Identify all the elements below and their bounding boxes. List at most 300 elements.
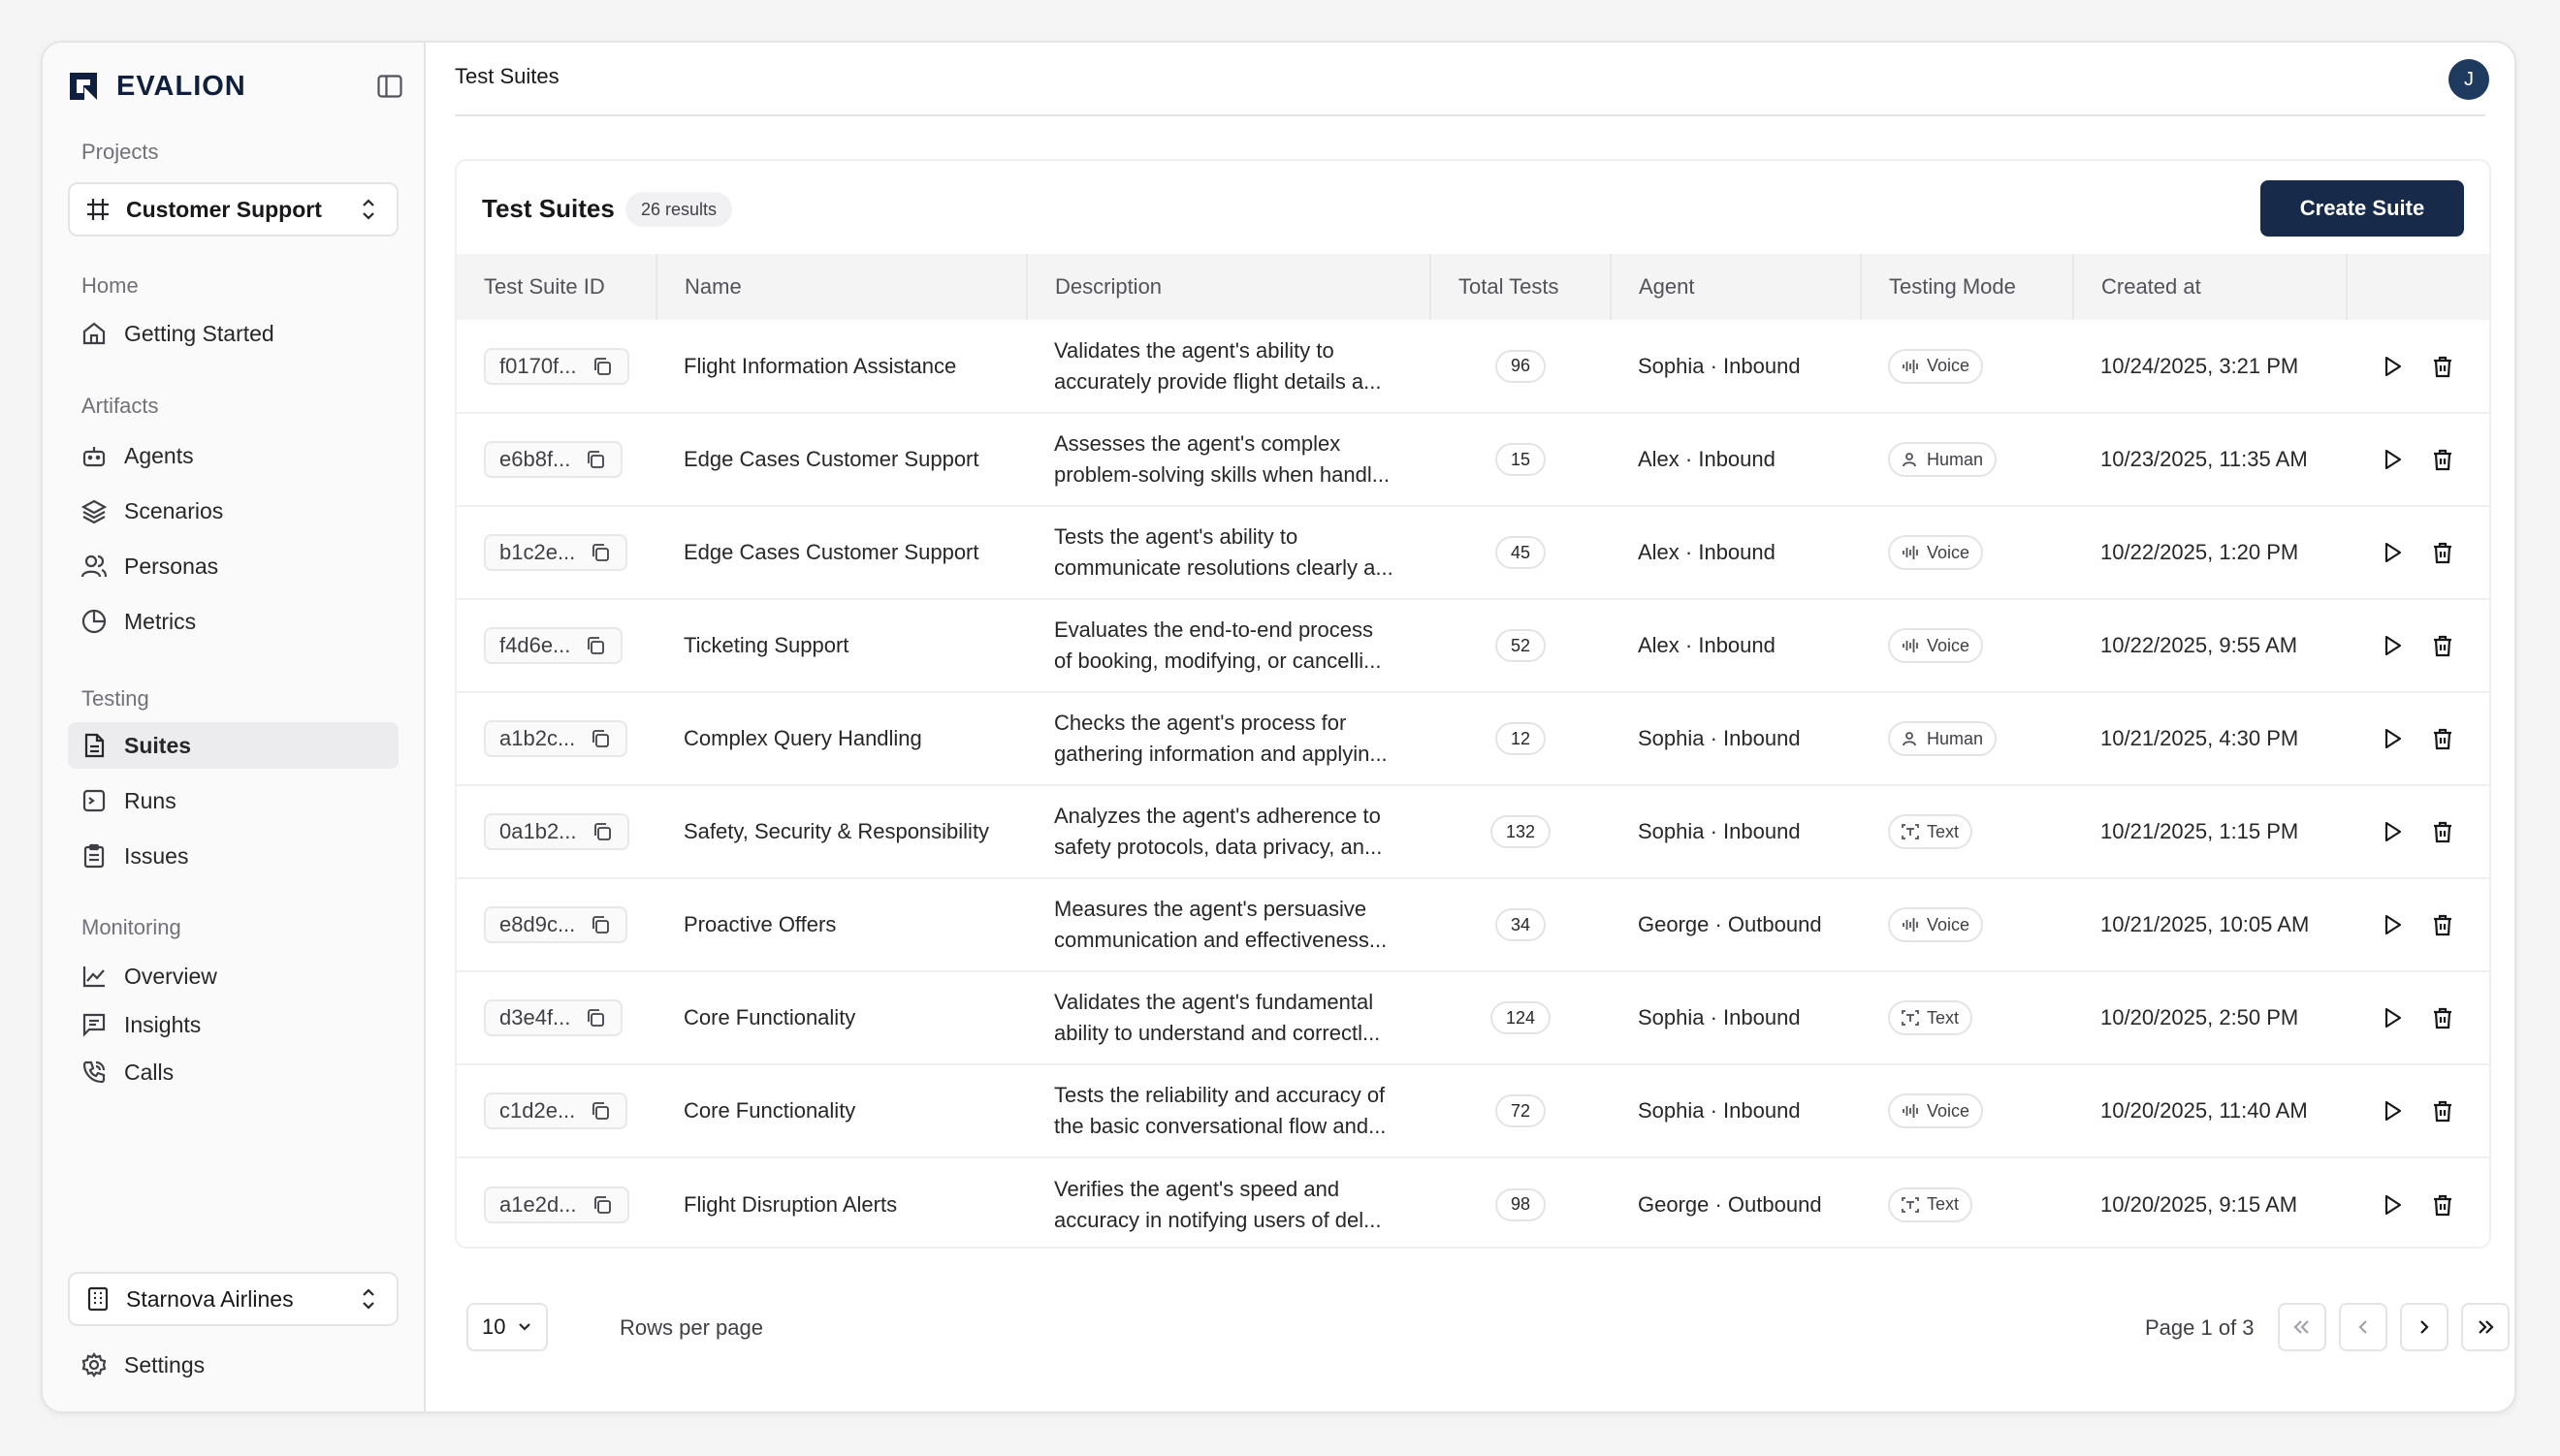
suite-id-chip[interactable] <box>484 1092 627 1129</box>
previous-page-button[interactable] <box>2339 1303 2387 1351</box>
sidebar-item-suites[interactable] <box>68 722 399 769</box>
project-name: Customer Support <box>126 196 322 222</box>
testing-mode-badge <box>1888 721 1997 756</box>
suite-name: Complex Query Handling <box>684 726 922 750</box>
clipboard-list-icon <box>81 842 109 870</box>
sidebar-item-insights[interactable] <box>68 1001 399 1048</box>
play-icon[interactable] <box>2380 540 2405 565</box>
cell-total-tests <box>1430 413 1611 506</box>
column-header-agent[interactable]: Agent <box>1611 254 1861 320</box>
created-at: 10/21/2025, 1:15 PM <box>2100 819 2299 843</box>
line-chart-icon <box>81 963 109 990</box>
create-suite-button[interactable]: Create Suite <box>2260 180 2464 237</box>
table-header-row <box>457 254 2491 320</box>
cell-id <box>457 785 656 878</box>
chevron-left-icon <box>2356 1318 2370 1336</box>
description-line: Verifies the agent's speed and <box>1054 1176 1340 1201</box>
cell-total-tests <box>1430 785 1611 878</box>
trash-icon[interactable] <box>2430 447 2455 472</box>
brand-name: EVALION <box>116 70 246 102</box>
suite-id-chip[interactable] <box>484 813 629 850</box>
trash-icon[interactable] <box>2430 354 2455 379</box>
agent-name: Sophia · Inbound <box>1638 1098 1801 1123</box>
testing-mode-badge <box>1888 442 1997 477</box>
cell-total-tests <box>1430 878 1611 971</box>
suite-id: f4d6e... <box>499 633 571 657</box>
main-content <box>426 43 2514 1411</box>
users-icon <box>81 553 109 580</box>
column-header-name[interactable]: Name <box>656 254 1027 320</box>
rows-per-page-value: 10 <box>482 1314 506 1339</box>
hash-icon <box>85 196 112 223</box>
total-tests-pill: 124 <box>1490 1001 1551 1034</box>
sidebar-item-issues[interactable] <box>68 833 399 879</box>
total-tests-pill: 98 <box>1495 1188 1546 1221</box>
first-page-button[interactable] <box>2278 1303 2326 1351</box>
suite-name: Proactive Offers <box>684 912 837 936</box>
testing-mode-label: Text <box>1927 821 1960 841</box>
testing-mode-badge <box>1888 1187 1972 1222</box>
chevrons-up-down-icon <box>360 196 381 223</box>
cell-testing-mode <box>1861 878 2073 971</box>
copy-icon[interactable] <box>586 635 607 656</box>
cell-total-tests <box>1430 1157 1611 1249</box>
cell-total-tests <box>1430 692 1611 785</box>
table-row[interactable] <box>457 320 2491 413</box>
trash-icon[interactable] <box>2430 1098 2455 1124</box>
table-row[interactable] <box>457 971 2491 1064</box>
play-icon[interactable] <box>2380 447 2405 472</box>
sidebar-item-runs[interactable] <box>68 777 399 824</box>
copy-icon[interactable] <box>592 1194 614 1216</box>
cell-description <box>1027 785 1430 878</box>
testing-mode-badge <box>1888 535 1983 570</box>
suite-name: Flight Information Assistance <box>684 353 957 378</box>
trash-icon[interactable] <box>2430 912 2455 937</box>
testing-mode-badge <box>1888 349 1983 384</box>
sidebar <box>43 43 426 1411</box>
table-row[interactable] <box>457 878 2491 971</box>
sidebar-item-getting-started[interactable] <box>68 310 399 357</box>
description-line: problem-solving skills when handl... <box>1054 462 1391 487</box>
table-row[interactable] <box>457 413 2491 506</box>
sidebar-toggle-icon[interactable] <box>374 71 405 102</box>
cell-actions <box>2347 320 2491 413</box>
row-actions <box>2374 354 2491 379</box>
row-actions <box>2374 912 2491 937</box>
suite-id: a1b2c... <box>499 726 576 750</box>
description-line: Tests the reliability and accuracy of <box>1054 1083 1386 1107</box>
description-line: Validates the agent's ability to <box>1054 337 1334 363</box>
cell-id <box>457 1157 656 1249</box>
created-at: 10/21/2025, 10:05 AM <box>2100 912 2310 936</box>
testing-mode-label: Voice <box>1927 635 1970 655</box>
copy-icon[interactable] <box>591 542 612 563</box>
suite-name: Edge Cases Customer Support <box>684 540 979 564</box>
rows-per-page-label: Rows per page <box>620 1315 763 1340</box>
suite-id: c1d2e... <box>499 1098 576 1123</box>
suite-id: e6b8f... <box>499 447 571 471</box>
suite-description <box>1054 522 1423 584</box>
bot-icon <box>81 442 109 469</box>
suite-description <box>1054 987 1423 1049</box>
cell-actions <box>2347 692 2491 785</box>
organization-name: Starnova Airlines <box>126 1285 294 1312</box>
cell-id <box>457 413 656 506</box>
suite-description <box>1054 615 1423 677</box>
testing-mode-label: Voice <box>1927 1100 1970 1121</box>
cell-id <box>457 971 656 1064</box>
cell-description <box>1027 878 1430 971</box>
trash-icon[interactable] <box>2430 1192 2455 1218</box>
created-at: 10/20/2025, 9:15 AM <box>2100 1191 2298 1217</box>
trash-icon[interactable] <box>2430 540 2455 565</box>
trash-icon[interactable] <box>2430 726 2455 751</box>
trash-icon[interactable] <box>2430 633 2455 658</box>
copy-icon[interactable] <box>591 1100 612 1122</box>
description-line: Validates the agent's fundamental <box>1054 990 1374 1014</box>
audio-lines-icon <box>1902 543 1921 562</box>
sidebar-item-label: Getting Started <box>124 320 274 346</box>
play-icon[interactable] <box>2380 1098 2405 1124</box>
cell-id <box>457 506 656 599</box>
user-icon <box>1902 450 1921 469</box>
suite-id: d3e4f... <box>499 1005 571 1029</box>
suite-name: Core Functionality <box>684 1005 856 1029</box>
suite-id-chip[interactable] <box>484 999 623 1036</box>
cell-total-tests <box>1430 971 1611 1064</box>
testing-mode-badge <box>1888 907 1983 942</box>
text-scan-icon <box>1902 822 1921 841</box>
trash-icon[interactable] <box>2430 1005 2455 1030</box>
description-line: gathering information and applyin... <box>1054 742 1388 766</box>
table-row[interactable] <box>457 1064 2491 1157</box>
suite-id-chip[interactable] <box>484 906 627 943</box>
divider <box>455 114 2485 116</box>
agent-name: Sophia · Inbound <box>1638 1005 1801 1029</box>
cell-testing-mode <box>1861 506 2073 599</box>
sidebar-item-personas[interactable] <box>68 543 399 589</box>
gear-icon <box>81 1351 109 1378</box>
description-line: communicate resolutions clearly a... <box>1054 555 1393 580</box>
cell-testing-mode <box>1861 692 2073 785</box>
sidebar-item-metrics[interactable] <box>68 598 399 645</box>
chevron-down-icon <box>517 1321 532 1333</box>
sidebar-item-label: Overview <box>124 963 217 989</box>
row-actions <box>2374 1005 2491 1030</box>
text-scan-icon <box>1902 1008 1921 1028</box>
file-text-icon <box>81 732 109 759</box>
testing-mode-label: Text <box>1927 1007 1960 1028</box>
column-header-total-tests[interactable]: Total Tests <box>1430 254 1611 320</box>
row-actions <box>2374 726 2491 751</box>
sidebar-item-scenarios[interactable] <box>68 488 399 534</box>
test-suites-table <box>457 254 2491 1249</box>
suite-id: b1c2e... <box>499 540 576 564</box>
description-line: Evaluates the end-to-end process <box>1054 617 1373 642</box>
sidebar-item-label: Suites <box>124 732 192 758</box>
testing-mode-label: Human <box>1927 728 1984 748</box>
table-row[interactable] <box>457 599 2491 692</box>
table-row[interactable] <box>457 506 2491 599</box>
total-tests-pill: 15 <box>1495 443 1546 476</box>
description-line: Tests the agent's ability to <box>1054 524 1298 549</box>
column-header-actions <box>2347 254 2491 320</box>
play-icon[interactable] <box>2380 633 2405 658</box>
artifacts-label: Artifacts <box>81 394 159 418</box>
cell-testing-mode <box>1861 971 2073 1064</box>
description-line: ability to understand and correctl... <box>1054 1021 1381 1045</box>
suite-id: a1e2d... <box>499 1191 577 1217</box>
suite-name: Edge Cases Customer Support <box>684 447 979 471</box>
suite-id: 0a1b2... <box>499 819 577 843</box>
cell-actions <box>2347 1157 2491 1249</box>
sidebar-item-label: Agents <box>124 442 194 468</box>
sidebar-item-settings[interactable] <box>68 1342 399 1388</box>
agent-name: Alex · Inbound <box>1638 447 1776 471</box>
description-line: Checks the agent's process for <box>1054 711 1347 735</box>
cell-testing-mode <box>1861 1157 2073 1249</box>
pie-chart-icon <box>81 608 109 635</box>
description-line: accurately provide flight details a... <box>1054 368 1382 394</box>
copy-icon[interactable] <box>592 356 614 377</box>
text-scan-icon <box>1902 1195 1921 1215</box>
cell-testing-mode <box>1861 413 2073 506</box>
total-tests-pill: 45 <box>1495 536 1546 569</box>
testing-mode-label: Human <box>1927 449 1984 469</box>
cell-description <box>1027 971 1430 1064</box>
monitoring-label: Monitoring <box>81 915 181 939</box>
suite-description <box>1054 894 1423 956</box>
audio-lines-icon <box>1902 636 1921 655</box>
testing-label: Testing <box>81 686 149 711</box>
chevron-right-icon <box>2417 1318 2431 1336</box>
play-icon[interactable] <box>2380 912 2405 937</box>
table-row[interactable] <box>457 785 2491 878</box>
sidebar-item-overview[interactable] <box>68 953 399 999</box>
building-icon <box>85 1285 112 1313</box>
sidebar-item-label: Runs <box>124 787 176 813</box>
suite-description <box>1054 335 1423 397</box>
chevrons-up-down-icon <box>360 1285 381 1313</box>
column-header-id[interactable]: Test Suite ID <box>457 254 656 320</box>
testing-mode-badge <box>1888 628 1983 663</box>
avatar[interactable]: J <box>2448 59 2489 100</box>
row-actions <box>2374 1192 2491 1218</box>
breadcrumb: Test Suites <box>455 64 560 88</box>
brand-logo[interactable] <box>68 67 405 106</box>
phone-call-icon <box>81 1059 109 1086</box>
description-line: Measures the agent's persuasive <box>1054 897 1367 921</box>
audio-lines-icon <box>1902 357 1921 376</box>
description-line: the basic conversational flow and... <box>1054 1114 1387 1138</box>
copy-icon[interactable] <box>592 821 614 842</box>
suite-description <box>1054 428 1423 491</box>
suite-id-chip[interactable] <box>484 348 629 385</box>
cell-actions <box>2347 1064 2491 1157</box>
total-tests-pill: 12 <box>1495 722 1546 755</box>
suite-description <box>1054 801 1423 863</box>
copy-icon[interactable] <box>586 1007 607 1029</box>
cell-total-tests <box>1430 599 1611 692</box>
description-line: of booking, modifying, or cancelli... <box>1054 649 1382 673</box>
rows-per-page-select[interactable] <box>466 1303 548 1351</box>
created-at: 10/20/2025, 2:50 PM <box>2100 1005 2299 1029</box>
play-icon[interactable] <box>2380 354 2405 379</box>
created-at: 10/21/2025, 4:30 PM <box>2100 726 2299 750</box>
testing-mode-badge <box>1888 814 1972 849</box>
description-line: Assesses the agent's complex <box>1054 431 1341 456</box>
testing-mode-label: Voice <box>1927 914 1970 934</box>
description-line: safety protocols, data privacy, an... <box>1054 835 1383 859</box>
cell-description <box>1027 320 1430 413</box>
suite-id-chip[interactable] <box>484 627 623 664</box>
top-bar <box>426 43 2514 116</box>
total-tests-pill: 132 <box>1490 815 1551 848</box>
next-page-button[interactable] <box>2400 1303 2448 1351</box>
suite-id-chip[interactable] <box>484 534 627 571</box>
sidebar-item-agents[interactable] <box>68 432 399 479</box>
copy-icon[interactable] <box>591 728 612 749</box>
results-count-badge: 26 results <box>625 192 732 227</box>
agent-name: George · Outbound <box>1638 912 1822 936</box>
total-tests-pill: 72 <box>1495 1094 1546 1127</box>
chevrons-left-icon <box>2291 1318 2313 1336</box>
description-line: communication and effectiveness... <box>1054 928 1388 952</box>
audio-lines-icon <box>1902 915 1921 934</box>
cell-testing-mode <box>1861 599 2073 692</box>
play-icon[interactable] <box>2380 819 2405 844</box>
row-actions <box>2374 633 2491 658</box>
created-at: 10/24/2025, 3:21 PM <box>2100 353 2299 378</box>
table-row[interactable] <box>457 1157 2491 1249</box>
cell-total-tests <box>1430 506 1611 599</box>
cell-description <box>1027 1157 1430 1249</box>
page-title: Test Suites <box>482 194 615 223</box>
suite-id-chip[interactable] <box>484 720 627 757</box>
description-line: accuracy in notifying users of del... <box>1054 1207 1382 1232</box>
cell-description <box>1027 692 1430 785</box>
page-indicator: Page 1 of 3 <box>2145 1315 2255 1340</box>
suite-name: Flight Disruption Alerts <box>684 1191 898 1217</box>
created-at: 10/23/2025, 11:35 AM <box>2100 447 2308 471</box>
suite-id-chip[interactable] <box>484 1187 629 1223</box>
created-at: 10/22/2025, 1:20 PM <box>2100 540 2299 564</box>
row-actions <box>2374 819 2491 844</box>
cell-actions <box>2347 785 2491 878</box>
suite-name: Core Functionality <box>684 1098 856 1123</box>
cell-testing-mode <box>1861 320 2073 413</box>
created-at: 10/20/2025, 11:40 AM <box>2100 1098 2308 1123</box>
sidebar-item-label: Scenarios <box>124 497 224 523</box>
agent-name: Sophia · Inbound <box>1638 353 1801 378</box>
cell-actions <box>2347 599 2491 692</box>
suite-id: f0170f... <box>499 353 577 378</box>
sidebar-item-label: Issues <box>124 842 189 869</box>
play-icon[interactable] <box>2380 1192 2405 1218</box>
suite-description <box>1054 1174 1423 1236</box>
message-square-text-icon <box>81 1011 109 1038</box>
cell-description <box>1027 599 1430 692</box>
row-actions <box>2374 447 2491 472</box>
test-suites-card <box>455 159 2491 1249</box>
app-window <box>41 41 2516 1413</box>
suite-name: Safety, Security & Responsibility <box>684 819 990 843</box>
sidebar-item-label: Settings <box>124 1351 206 1377</box>
sidebar-item-label: Metrics <box>124 608 197 634</box>
total-tests-pill: 52 <box>1495 629 1546 662</box>
audio-lines-icon <box>1902 1101 1921 1121</box>
testing-mode-label: Text <box>1927 1194 1960 1214</box>
description-line: Analyzes the agent's adherence to <box>1054 804 1381 828</box>
projects-label: Projects <box>81 140 159 164</box>
sidebar-item-calls[interactable] <box>68 1049 399 1095</box>
cell-total-tests <box>1430 320 1611 413</box>
play-icon[interactable] <box>2380 1005 2405 1030</box>
cell-description <box>1027 413 1430 506</box>
created-at: 10/22/2025, 9:55 AM <box>2100 633 2298 657</box>
organization-selector[interactable] <box>68 1272 399 1326</box>
agent-name: Alex · Inbound <box>1638 540 1776 564</box>
agent-name: Sophia · Inbound <box>1638 819 1801 843</box>
home-label: Home <box>81 273 139 298</box>
column-header-description[interactable]: Description <box>1027 254 1430 320</box>
cell-actions <box>2347 971 2491 1064</box>
row-actions <box>2374 540 2491 565</box>
suite-id: e8d9c... <box>499 912 576 936</box>
cell-actions <box>2347 878 2491 971</box>
suite-name: Ticketing Support <box>684 633 849 657</box>
suite-description <box>1054 708 1423 770</box>
cell-id <box>457 599 656 692</box>
play-icon[interactable] <box>2380 726 2405 751</box>
cell-id <box>457 320 656 413</box>
row-actions <box>2374 1098 2491 1124</box>
sidebar-item-label: Calls <box>124 1059 175 1085</box>
cell-testing-mode <box>1861 1064 2073 1157</box>
cell-id <box>457 878 656 971</box>
copy-icon[interactable] <box>591 914 612 935</box>
home-icon <box>81 320 109 347</box>
last-page-button[interactable] <box>2461 1303 2510 1351</box>
agent-name: George · Outbound <box>1638 1191 1822 1217</box>
agent-name: Alex · Inbound <box>1638 633 1776 657</box>
testing-mode-badge <box>1888 1093 1983 1128</box>
suite-id-chip[interactable] <box>484 441 623 478</box>
testing-mode-label: Voice <box>1927 542 1970 562</box>
copy-icon[interactable] <box>586 449 607 470</box>
table-row[interactable] <box>457 692 2491 785</box>
sidebar-item-label: Insights <box>124 1011 202 1037</box>
cell-id <box>457 692 656 785</box>
chevrons-right-icon <box>2475 1318 2496 1336</box>
project-selector[interactable] <box>68 182 399 237</box>
column-header-testing-mode[interactable]: Testing Mode <box>1861 254 2073 320</box>
cell-description <box>1027 506 1430 599</box>
sidebar-item-label: Personas <box>124 553 219 579</box>
cell-actions <box>2347 413 2491 506</box>
terminal-icon <box>81 787 109 814</box>
cell-id <box>457 1064 656 1157</box>
total-tests-pill: 96 <box>1495 350 1546 383</box>
cell-total-tests <box>1430 1064 1611 1157</box>
cell-description <box>1027 1064 1430 1157</box>
trash-icon[interactable] <box>2430 819 2455 844</box>
suite-description <box>1054 1080 1423 1142</box>
evalion-logo-icon <box>68 71 99 102</box>
testing-mode-label: Voice <box>1927 356 1970 375</box>
column-header-created-at[interactable]: Created at <box>2073 254 2347 320</box>
